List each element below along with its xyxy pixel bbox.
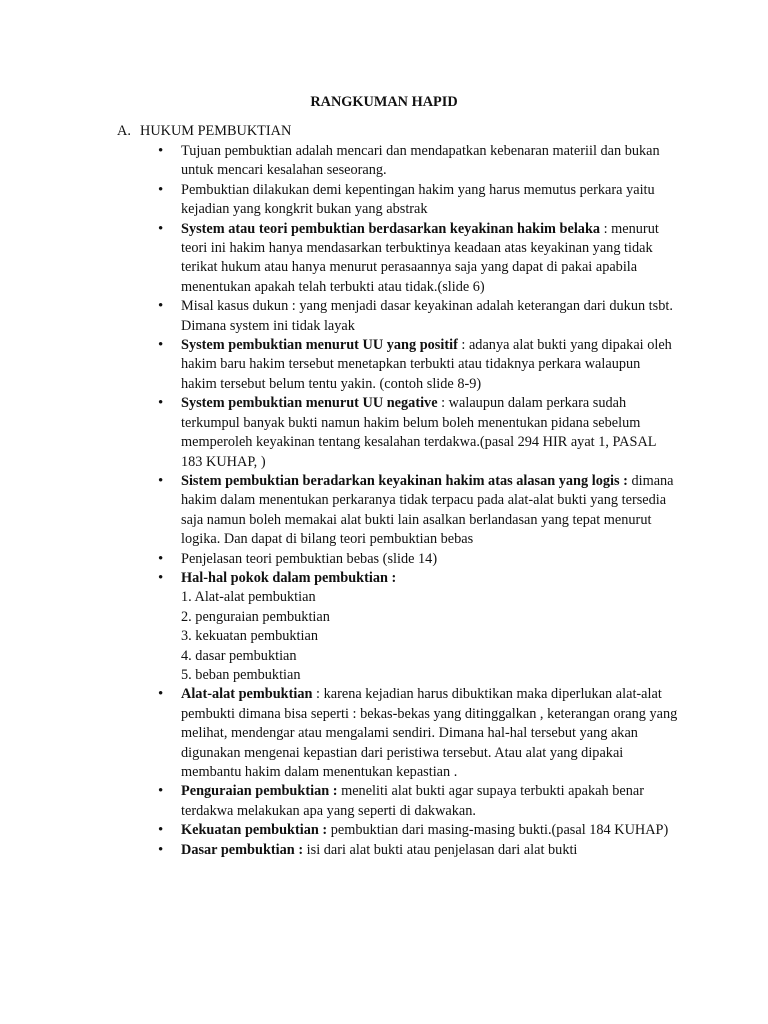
document-title: RANGKUMAN HAPID [310,94,458,110]
bullet-icon: • [158,783,164,800]
list-item [0,472,679,550]
list-item [0,841,679,860]
bullet-icon: • [158,569,164,586]
item-bold-text: Sistem pembuktian beradarkan keyakinan hakim atas alasan yang logis : [181,472,628,489]
sub-list-item: 1. Alat-alat pembuktian [181,589,316,606]
item-text: : walaupun dalam perkara sudah terkumpul banyak bukti namun hakim belum boleh menentukan pidana sebelum memperoleh keyakinan tentang kesalahan terdakwa.(pasal 294 HIR ayat 1, PASAL 183 KUHAP, ) [181,395,656,470]
sub-list-item: 4. dasar pembuktian [181,647,297,664]
item-bold-text: System pembuktian menurut UU yang positif [181,337,458,354]
item-text: : menurut teori ini hakim hanya mendasarkan terbuktinya keadaan atas keyakinan yang tidak terikat hukum atau hanya menurut perasaannya saja yang dapat di pakai apabila menentukan apakah telah terbukti atau tidak.(slide 6) [181,220,659,295]
sub-list-item: 3. kekuatan pembuktian [181,628,318,645]
bullet-icon: • [158,298,164,315]
bullet-list [0,142,679,860]
item-text: Pembuktian dilakukan demi kepentingan hakim yang harus memutus perkara yaitu kejadian yang kongkrit bukan yang abstrak [181,181,655,218]
item-text: dimana hakim dalam menentukan perkaranya tidak terpacu pada alat-alat bukti yang tersedia saja namun boleh memakai alat bukti lain asalkan berlandasan yang tepat menurut logika. Dan dapat di bilang teori pembuktian bebas [181,472,674,548]
sub-list-item: 2. penguraian pembuktian [181,608,330,625]
item-text: : adanya alat bukti yang dipakai oleh hakim baru hakim tersebut menetapkan terbukti atau tidaknya perkara walaupun hakim tersebut belum tentu yakin. (contoh slide 8-9) [181,337,672,392]
list-item [0,181,679,220]
list-item [0,220,679,298]
item-text: Penjelasan teori pembuktian bebas (slide 14) [181,550,438,567]
bullet-icon: • [158,822,164,839]
item-text: pembuktian dari masing-masing bukti.(pasal 184 KUHAP) [327,822,669,839]
item-bold-text: Alat-alat pembuktian [181,686,313,703]
bullet-icon: • [158,472,164,489]
sub-list-item: 5. beban pembuktian [181,666,301,683]
item-bold-text: System pembuktian menurut UU negative [181,395,438,412]
section-heading-text: HUKUM PEMBUKTIAN [140,123,292,139]
list-item [0,297,679,336]
item-text: Tujuan pembuktian adalah mencari dan mendapatkan kebenaran materiil dan bukan untuk mencari kesalahan seseorang. [181,143,660,179]
list-item [0,336,679,394]
item-bold-text: Kekuatan pembuktian : [181,822,328,839]
item-bold-text: Hal-hal pokok dalam pembuktian : [181,569,397,586]
bullet-icon: • [158,550,164,567]
bullet-icon: • [158,220,164,237]
list-item [0,394,679,472]
item-text: isi dari alat bukti atau penjelasan dari alat bukti [303,841,578,858]
item-bold-text: Penguraian pembuktian : [181,783,338,800]
list-item [0,550,679,569]
list-item [0,569,679,685]
list-item [0,685,679,782]
bullet-icon: • [158,686,164,703]
list-item [0,142,679,181]
section-letter: A. [117,123,131,139]
item-text: meneliti alat bukti agar supaya terbukti apakah benar terdakwa melakukan apa yang seperti di dakwakan. [181,783,644,819]
bullet-icon: • [158,143,164,159]
bullet-icon: • [158,395,164,412]
bullet-icon: • [158,181,164,198]
section-heading [117,122,291,141]
item-text: Misal kasus dukun : yang menjadi dasar keyakinan adalah keterangan dari dukun tsbt. Dimana system ini tidak layak [181,298,673,334]
item-bold-text: System atau teori pembuktian berdasarkan keyakinan hakim belaka [181,220,601,237]
bullet-icon: • [158,841,164,858]
item-text: : karena kejadian harus dibuktikan maka diperlukan alat-alat pembukti dimana bisa seperti : bekas-bekas yang ditinggalkan , keterangan orang yang melihat, mendengar atau mengalami sendiri. Dimana hal-hal tersebut yang akan digunakan mengenai kepastian dari peristiwa tersebut. Atau alat yang dipakai membantu hakim dalam menentukan kepastian . [181,686,678,780]
bullet-icon: • [158,337,164,354]
list-item [0,821,679,840]
item-bold-text: Dasar pembuktian : [181,841,304,858]
list-item [0,782,679,821]
